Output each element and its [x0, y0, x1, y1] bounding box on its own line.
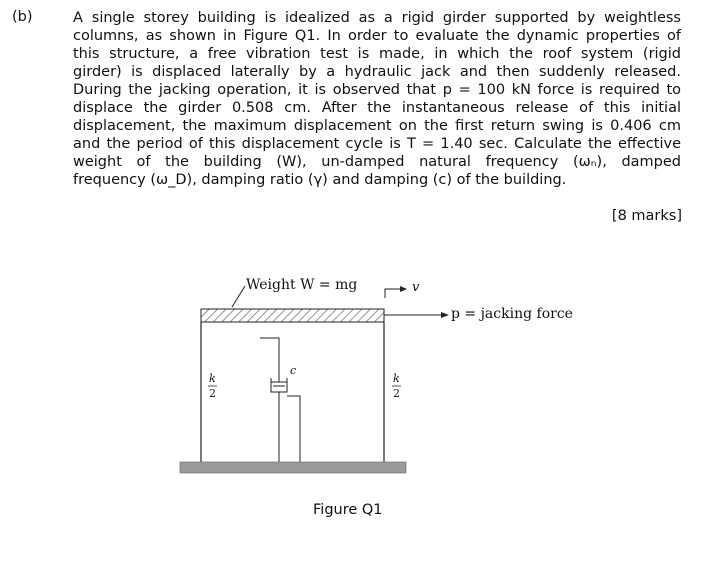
question-line: girder) is displaced laterally by a hydraulic jack and then suddenly released.	[73, 64, 681, 80]
displacement-label: v	[412, 280, 420, 295]
left-spring-k: k	[209, 372, 216, 385]
figure-caption: Figure Q1	[313, 502, 383, 518]
damper-label: c	[290, 364, 297, 377]
question-line: columns, as shown in Figure Q1. In order to evaluate the dynamic properties of	[73, 28, 681, 44]
marks-label: [8 marks]	[611, 208, 682, 224]
question-line: During the jacking operation, it is observed that p = 100 kN force is required to	[73, 82, 681, 98]
force-arrowhead	[441, 312, 449, 318]
question-line: displace the girder 0.508 cm. After the instantaneous release of this initial	[73, 100, 681, 116]
question-line: A single storey building is idealized as a rigid girder supported by weightless	[73, 10, 681, 26]
question-label: (b)	[12, 9, 33, 25]
damper	[260, 338, 300, 462]
right-spring-k: k	[393, 372, 400, 385]
force-label: p = jacking force	[451, 306, 573, 322]
weight-leader-line	[232, 286, 245, 307]
question-line: displacement, the maximum displacement on the first return swing is 0.406 cm	[73, 118, 681, 134]
displacement-arrowhead	[400, 286, 407, 292]
ground	[180, 462, 406, 473]
question-line: and the period of this displacement cycle is T = 1.40 sec. Calculate the effective	[73, 136, 681, 152]
question-line: weight of the building (W), un-damped natural frequency (ωₙ), damped	[73, 154, 681, 170]
displacement-arrow	[385, 289, 400, 298]
right-spring-den: 2	[393, 387, 400, 400]
question-line: this structure, a free vibration test is made, in which the roof system (rigid	[73, 46, 681, 62]
rigid-girder	[201, 309, 384, 322]
question-line: frequency (ω_D), damping ratio (γ) and damping (c) of the building.	[73, 172, 567, 188]
weight-label: Weight W = mg	[246, 277, 358, 293]
left-spring-den: 2	[209, 387, 216, 400]
